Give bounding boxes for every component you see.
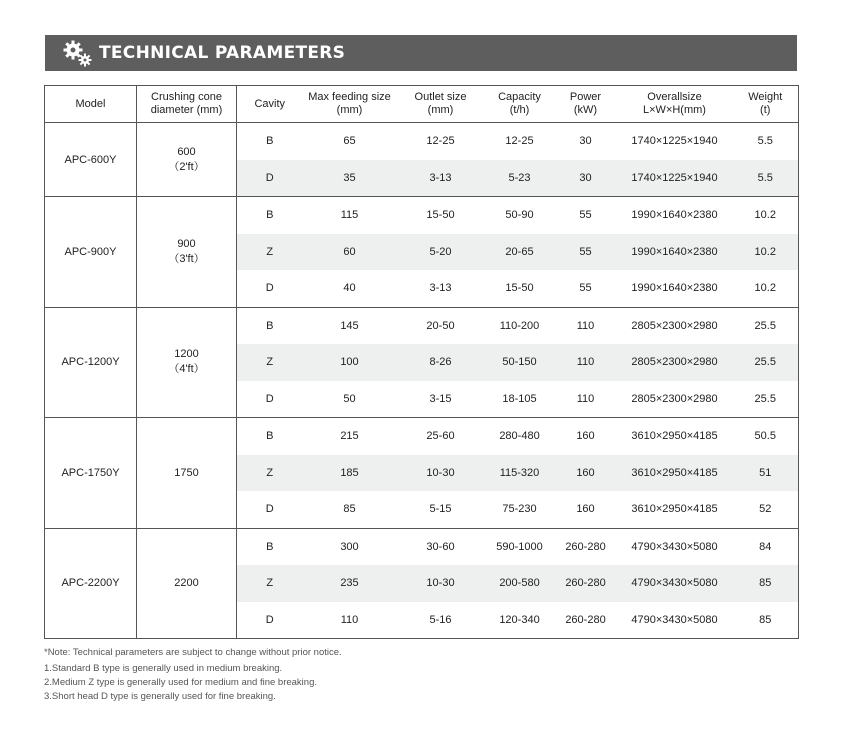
weight-cell: 50.5 [733, 418, 799, 455]
cavity-cell: D [237, 270, 303, 307]
outlet-cell: 12-25 [426, 135, 455, 148]
capacity-cell: 12-25 [505, 135, 534, 148]
power-cell: 30 [555, 160, 617, 197]
table-row [45, 197, 799, 234]
model-cell: APC-1200Y [45, 307, 137, 418]
column-header-size [617, 86, 733, 123]
outlet-cell: 5-15 [397, 491, 485, 528]
cavity-cell: Z [237, 234, 303, 271]
table-row [45, 307, 799, 344]
feed-cell: 145 [340, 319, 359, 332]
outlet-cell: 5-20 [397, 234, 485, 271]
weight-cell: 84 [733, 528, 799, 565]
diameter-value: 1200 [174, 348, 199, 361]
diameter-value: 1750 [174, 466, 199, 479]
diameter-cell [137, 418, 237, 529]
column-header-text: Overallsize [647, 91, 702, 103]
power-cell: 260-280 [555, 602, 617, 639]
feed-cell: 65 [343, 135, 356, 148]
diameter-feet: （3'ft） [168, 252, 205, 265]
weight-cell: 25.5 [733, 344, 799, 381]
weight-cell: 10.2 [733, 234, 799, 271]
model-cell: APC-900Y [45, 197, 137, 308]
cavity-cell: B [266, 540, 274, 553]
weight-cell: 85 [733, 602, 799, 639]
column-header-text: diameter (mm) [150, 104, 223, 116]
column-header-text: (mm) [427, 104, 454, 116]
outlet-cell: 10-30 [397, 455, 485, 492]
cavity-cell: Z [237, 344, 303, 381]
column-header-text: (t/h) [509, 104, 530, 116]
model-cell: APC-600Y [45, 123, 137, 197]
feed-cell: 185 [303, 455, 397, 492]
feed-cell: 85 [303, 491, 397, 528]
capacity-cell: 200-580 [485, 565, 555, 602]
column-header-outlet [397, 86, 485, 123]
gears-icon [61, 38, 95, 68]
diameter-cell [137, 123, 237, 197]
outlet-cell: 25-60 [426, 430, 455, 443]
weight-cell: 5.5 [733, 160, 799, 197]
size-cell: 4790×3430×5080 [631, 540, 718, 553]
size-cell: 1990×1640×2380 [617, 234, 733, 271]
power-cell: 30 [579, 135, 592, 148]
size-cell: 3610×2950×4185 [617, 491, 733, 528]
diameter-value: 900 [177, 237, 196, 250]
column-header-weight [733, 86, 799, 123]
capacity-cell: 120-340 [485, 602, 555, 639]
cavity-cell: B [266, 135, 274, 148]
model-cell: APC-1750Y [45, 418, 137, 529]
capacity-cell: 15-50 [485, 270, 555, 307]
size-cell: 1990×1640×2380 [617, 270, 733, 307]
outlet-cell: 3-13 [397, 160, 485, 197]
cavity-cell: B [266, 209, 274, 222]
cavity-cell: Z [237, 455, 303, 492]
column-header-text: Power [569, 91, 602, 103]
column-header-dia [137, 86, 237, 123]
feed-cell: 50 [303, 381, 397, 418]
column-header-text: Outlet size [414, 91, 467, 103]
weight-cell: 25.5 [733, 307, 799, 344]
size-cell: 2805×2300×2980 [617, 344, 733, 381]
size-cell: 2805×2300×2980 [631, 319, 718, 332]
column-header-text: (t) [760, 104, 771, 116]
cavity-cell: D [237, 381, 303, 418]
power-cell: 160 [555, 491, 617, 528]
column-header-text: Capacity [498, 91, 541, 103]
feed-cell: 40 [303, 270, 397, 307]
cavity-cell: B [266, 319, 274, 332]
feed-cell: 115 [340, 209, 359, 222]
note-line-3: 3.Short head D type is generally used for fine breaking. [44, 691, 276, 702]
model-cell: APC-2200Y [45, 528, 137, 639]
weight-cell: 51 [733, 455, 799, 492]
cavity-cell: D [237, 602, 303, 639]
power-cell: 160 [555, 455, 617, 492]
table-body [45, 123, 799, 639]
diameter-feet: （4'ft） [168, 363, 205, 376]
size-cell: 1740×1225×1940 [631, 135, 718, 148]
power-cell: 55 [579, 209, 592, 222]
feed-cell: 215 [340, 430, 359, 443]
power-cell: 110 [576, 319, 595, 332]
column-header-feed [303, 86, 397, 123]
weight-cell: 25.5 [733, 381, 799, 418]
outlet-cell: 3-13 [397, 270, 485, 307]
outlet-cell: 30-60 [426, 540, 455, 553]
column-header-capacity [485, 86, 555, 123]
table-header-row [45, 86, 799, 123]
capacity-cell: 18-105 [485, 381, 555, 418]
capacity-cell: 50-90 [505, 209, 534, 222]
capacity-cell: 280-480 [499, 430, 540, 443]
outlet-cell: 8-26 [397, 344, 485, 381]
capacity-cell: 110-200 [499, 319, 540, 332]
cavity-cell: D [237, 160, 303, 197]
capacity-cell: 590-1000 [496, 540, 543, 553]
size-cell: 2805×2300×2980 [617, 381, 733, 418]
power-cell: 110 [555, 344, 617, 381]
note-disclaimer: *Note: Technical parameters are subject to change without prior notice. [44, 647, 342, 658]
outlet-cell: 20-50 [426, 319, 455, 332]
diameter-cell [137, 528, 237, 639]
outlet-cell: 15-50 [426, 209, 455, 222]
table-row [45, 528, 799, 565]
note-line-2: 2.Medium Z type is generally used for medium and fine breaking. [44, 677, 317, 688]
weight-cell: 85 [733, 565, 799, 602]
diameter-feet: （2'ft） [168, 160, 205, 173]
capacity-cell: 5-23 [485, 160, 555, 197]
power-cell: 260-280 [555, 565, 617, 602]
feed-cell: 235 [303, 565, 397, 602]
weight-cell: 10.2 [733, 197, 799, 234]
note-line-1: 1.Standard B type is generally used in medium breaking. [44, 663, 283, 674]
outlet-cell: 3-15 [397, 381, 485, 418]
diameter-cell [137, 197, 237, 308]
diameter-cell [137, 307, 237, 418]
column-header-text: Cavity [254, 97, 286, 110]
table-row [45, 418, 799, 455]
cavity-cell: D [237, 491, 303, 528]
column-header-cavity [237, 86, 303, 123]
column-header-text: Model [75, 97, 106, 110]
feed-cell: 60 [303, 234, 397, 271]
power-cell: 160 [576, 430, 595, 443]
parameters-table [44, 85, 799, 639]
feed-cell: 300 [340, 540, 359, 553]
feed-cell: 100 [303, 344, 397, 381]
feed-cell: 35 [303, 160, 397, 197]
page-title: TECHNICAL PARAMETERS [99, 43, 346, 63]
capacity-cell: 50-150 [485, 344, 555, 381]
column-header-text: (kW) [573, 104, 598, 116]
size-cell: 3610×2950×4185 [631, 430, 718, 443]
power-cell: 55 [555, 270, 617, 307]
section-header [45, 35, 797, 71]
power-cell: 260-280 [565, 540, 606, 553]
outlet-cell: 5-16 [397, 602, 485, 639]
capacity-cell: 75-230 [485, 491, 555, 528]
column-header-text: Crushing cone [151, 91, 222, 103]
size-cell: 3610×2950×4185 [617, 455, 733, 492]
outlet-cell: 10-30 [397, 565, 485, 602]
notes-section [44, 646, 342, 704]
column-header-text: (mm) [336, 104, 363, 116]
column-header-model [45, 86, 137, 123]
capacity-cell: 20-65 [485, 234, 555, 271]
size-cell: 1990×1640×2380 [631, 209, 718, 222]
weight-cell: 52 [733, 491, 799, 528]
column-header-text: L×W×H(mm) [643, 104, 706, 116]
table-row [45, 123, 799, 160]
size-cell: 4790×3430×5080 [617, 602, 733, 639]
column-header-power [555, 86, 617, 123]
column-header-text: Weight [748, 91, 783, 103]
power-cell: 110 [555, 381, 617, 418]
size-cell: 4790×3430×5080 [617, 565, 733, 602]
weight-cell: 10.2 [733, 270, 799, 307]
weight-cell: 5.5 [733, 123, 799, 160]
size-cell: 1740×1225×1940 [617, 160, 733, 197]
column-header-text: Max feeding size [308, 91, 391, 103]
power-cell: 55 [555, 234, 617, 271]
diameter-value: 2200 [174, 577, 199, 590]
capacity-cell: 115-320 [485, 455, 555, 492]
diameter-value: 600 [177, 145, 196, 158]
cavity-cell: Z [237, 565, 303, 602]
cavity-cell: B [266, 430, 274, 443]
feed-cell: 110 [303, 602, 397, 639]
